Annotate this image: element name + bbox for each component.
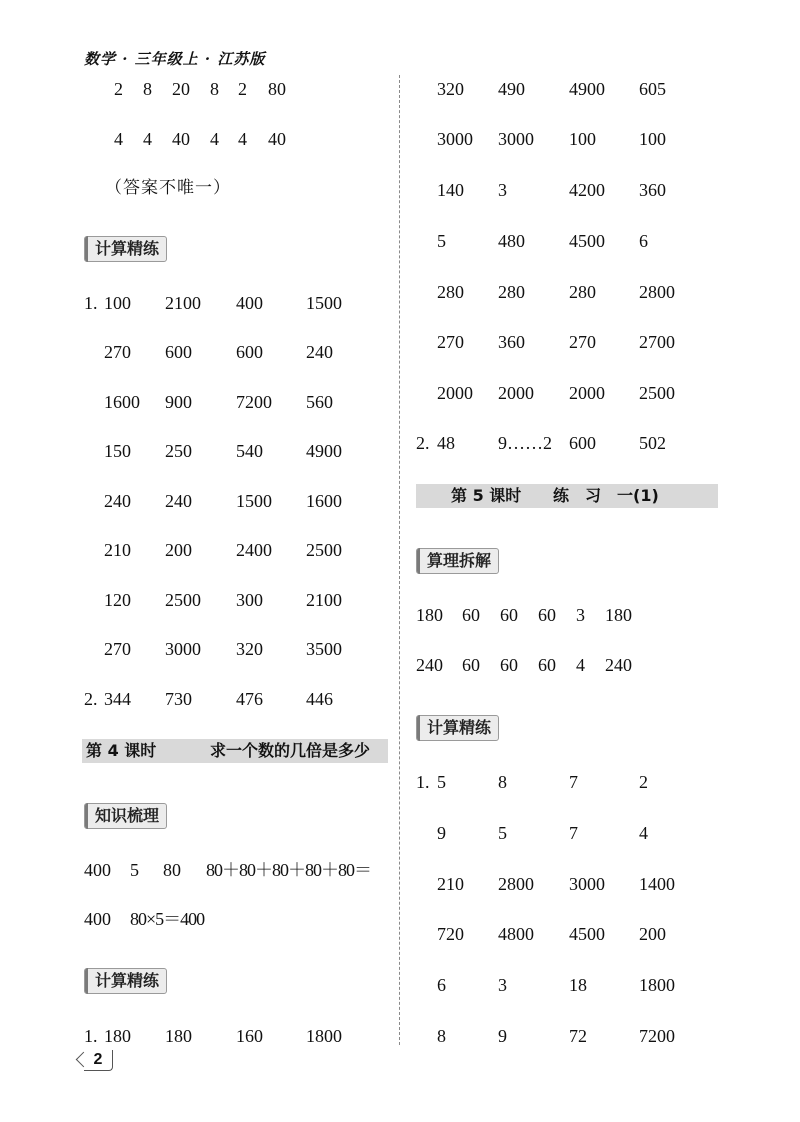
answer-value: 4800 bbox=[498, 924, 534, 944]
answer-value: 2800 bbox=[639, 282, 675, 302]
answer-value: 2 bbox=[639, 772, 648, 792]
answer-value: 60 bbox=[462, 655, 480, 675]
lesson-number: 第 4 课时 bbox=[86, 741, 157, 760]
answer-value: 2000 bbox=[569, 383, 605, 403]
lesson-header-4 bbox=[82, 739, 388, 763]
answer-value: 2 bbox=[238, 79, 247, 99]
answer-value: 360 bbox=[498, 332, 525, 352]
answer-value: 320 bbox=[236, 639, 263, 659]
answer-value: 40 bbox=[268, 129, 286, 149]
answer-value: 4 bbox=[114, 129, 123, 149]
answer-value: 320 bbox=[437, 79, 464, 99]
answer-value: 3500 bbox=[306, 639, 342, 659]
answer-value: 720 bbox=[437, 924, 464, 944]
answer-value: 2500 bbox=[165, 590, 201, 610]
answer-value: 140 bbox=[437, 180, 464, 200]
answer-value: 8 bbox=[210, 79, 219, 99]
answer-value: 40 bbox=[172, 129, 190, 149]
answer-value: 7 bbox=[569, 772, 578, 792]
answer-value: 9 bbox=[437, 823, 446, 843]
answer-value: 60 bbox=[500, 655, 518, 675]
answer-value: 5 bbox=[498, 823, 507, 843]
answer-value: 4 bbox=[639, 823, 648, 843]
answer-value: 80 bbox=[163, 860, 181, 880]
answer-value: 490 bbox=[498, 79, 525, 99]
answer-value: 80 bbox=[268, 79, 286, 99]
answer-value: 200 bbox=[165, 540, 192, 560]
section-tag-calc-practice: 计算精练 bbox=[84, 236, 167, 262]
answer-value: 4 bbox=[210, 129, 219, 149]
answer-value: 1400 bbox=[639, 874, 675, 894]
answer-value: 476 bbox=[236, 689, 263, 709]
answer-value: 100 bbox=[639, 129, 666, 149]
answer-value: 120 bbox=[104, 590, 131, 610]
answer-value: 4200 bbox=[569, 180, 605, 200]
answer-value: 8 bbox=[143, 79, 152, 99]
section-tag-reasoning: 算理拆解 bbox=[416, 548, 499, 574]
answer-value: 560 bbox=[306, 392, 333, 412]
answer-value: 210 bbox=[437, 874, 464, 894]
answer-value: 4500 bbox=[569, 924, 605, 944]
answer-value: 2000 bbox=[498, 383, 534, 403]
answer-value: 7200 bbox=[639, 1026, 675, 1046]
answer-value: 9 bbox=[498, 1026, 507, 1046]
answer-value: 72 bbox=[569, 1026, 587, 1046]
lesson-title: 练 习 一(1) bbox=[553, 486, 659, 505]
lesson-header-5 bbox=[416, 484, 718, 508]
answer-value: 7200 bbox=[236, 392, 272, 412]
answer-value: 344 bbox=[104, 689, 131, 709]
answer-value: 1500 bbox=[236, 491, 272, 511]
answer-value: 600 bbox=[569, 433, 596, 453]
answer-value: 240 bbox=[104, 491, 131, 511]
answer-value: 2000 bbox=[437, 383, 473, 403]
section-tag-calc-practice: 计算精练 bbox=[84, 968, 167, 994]
answer-value: 9……2 bbox=[498, 433, 552, 453]
answer-value: 60 bbox=[538, 605, 556, 625]
answer-value: 240 bbox=[306, 342, 333, 362]
answer-value: 280 bbox=[569, 282, 596, 302]
question-number: 1. bbox=[84, 293, 98, 313]
answer-value: 280 bbox=[498, 282, 525, 302]
answer-value: 2 bbox=[114, 79, 123, 99]
answer-value: 4500 bbox=[569, 231, 605, 251]
question-number: 1. bbox=[84, 1026, 98, 1046]
answer-value: 1800 bbox=[306, 1026, 342, 1046]
answer-value: 3 bbox=[576, 605, 585, 625]
section-tag-calc-practice: 计算精练 bbox=[416, 715, 499, 741]
answer-value: 4 bbox=[238, 129, 247, 149]
answer-value: 1800 bbox=[639, 975, 675, 995]
answer-value: 2700 bbox=[639, 332, 675, 352]
answer-value: 60 bbox=[500, 605, 518, 625]
answer-value: 200 bbox=[639, 924, 666, 944]
answer-value: 446 bbox=[306, 689, 333, 709]
answer-value: 48 bbox=[437, 433, 455, 453]
answer-value: 180 bbox=[165, 1026, 192, 1046]
answer-value: 240 bbox=[605, 655, 632, 675]
answer-value: 3 bbox=[498, 180, 507, 200]
answer-value: 2800 bbox=[498, 874, 534, 894]
answer-expression: 80×5＝400 bbox=[130, 909, 205, 929]
answer-value: 20 bbox=[172, 79, 190, 99]
column-divider bbox=[399, 75, 400, 1045]
answer-value: 4 bbox=[576, 655, 585, 675]
page-header: 数学 · 三年级上 · 江苏版 bbox=[84, 50, 266, 68]
answer-value: 150 bbox=[104, 441, 131, 461]
answer-value: 400 bbox=[236, 293, 263, 313]
answer-value: 4 bbox=[143, 129, 152, 149]
answer-value: 6 bbox=[437, 975, 446, 995]
answer-value: 3000 bbox=[165, 639, 201, 659]
answer-value: 600 bbox=[165, 342, 192, 362]
answer-value: 3000 bbox=[498, 129, 534, 149]
answer-value: 900 bbox=[165, 392, 192, 412]
question-number: 2. bbox=[416, 433, 430, 453]
answer-value: 270 bbox=[104, 639, 131, 659]
answer-value: 2100 bbox=[306, 590, 342, 610]
answer-value: 180 bbox=[416, 605, 443, 625]
answer-value: 400 bbox=[84, 909, 111, 929]
answer-value: 3000 bbox=[569, 874, 605, 894]
answer-value: 5 bbox=[437, 772, 446, 792]
page-number: 2 bbox=[84, 1050, 113, 1071]
answer-value: 4900 bbox=[306, 441, 342, 461]
section-tag-knowledge: 知识梳理 bbox=[84, 803, 167, 829]
answer-value: 1600 bbox=[104, 392, 140, 412]
answer-value: 180 bbox=[605, 605, 632, 625]
answer-value: 18 bbox=[569, 975, 587, 995]
answer-value: 270 bbox=[569, 332, 596, 352]
answer-value: 360 bbox=[639, 180, 666, 200]
question-number: 1. bbox=[416, 772, 430, 792]
answer-value: 280 bbox=[437, 282, 464, 302]
answer-value: 400 bbox=[84, 860, 111, 880]
answer-value: 3000 bbox=[437, 129, 473, 149]
answer-value: 160 bbox=[236, 1026, 263, 1046]
answer-value: 2400 bbox=[236, 540, 272, 560]
answer-value: 605 bbox=[639, 79, 666, 99]
answer-value: 270 bbox=[104, 342, 131, 362]
answer-value: 210 bbox=[104, 540, 131, 560]
answer-value: 1500 bbox=[306, 293, 342, 313]
answer-value: 5 bbox=[437, 231, 446, 251]
answer-expression: 80＋80＋80＋80＋80＝ bbox=[206, 860, 371, 880]
answer-value: 5 bbox=[130, 860, 139, 880]
answer-value: 1600 bbox=[306, 491, 342, 511]
answer-value: 100 bbox=[569, 129, 596, 149]
answer-value: 7 bbox=[569, 823, 578, 843]
answer-value: 730 bbox=[165, 689, 192, 709]
question-number: 2. bbox=[84, 689, 98, 709]
answer-value: 270 bbox=[437, 332, 464, 352]
answer-value: 8 bbox=[437, 1026, 446, 1046]
answer-value: 600 bbox=[236, 342, 263, 362]
answer-value: 60 bbox=[462, 605, 480, 625]
answer-value: 4900 bbox=[569, 79, 605, 99]
answer-value: 60 bbox=[538, 655, 556, 675]
answer-value: 6 bbox=[639, 231, 648, 251]
lesson-number: 第 5 课时 bbox=[451, 486, 522, 505]
answer-value: 2100 bbox=[165, 293, 201, 313]
answer-value: 100 bbox=[104, 293, 131, 313]
answer-value: 2500 bbox=[639, 383, 675, 403]
answer-value: 240 bbox=[165, 491, 192, 511]
answer-value: 502 bbox=[639, 433, 666, 453]
answer-value: 180 bbox=[104, 1026, 131, 1046]
answer-value: 250 bbox=[165, 441, 192, 461]
answer-value: 240 bbox=[416, 655, 443, 675]
answer-value: 8 bbox=[498, 772, 507, 792]
answer-value: 300 bbox=[236, 590, 263, 610]
answer-note: （答案不唯一） bbox=[105, 178, 231, 198]
answer-value: 540 bbox=[236, 441, 263, 461]
lesson-title: 求一个数的几倍是多少 bbox=[210, 741, 371, 760]
answer-value: 480 bbox=[498, 231, 525, 251]
answer-value: 2500 bbox=[306, 540, 342, 560]
answer-value: 3 bbox=[498, 975, 507, 995]
